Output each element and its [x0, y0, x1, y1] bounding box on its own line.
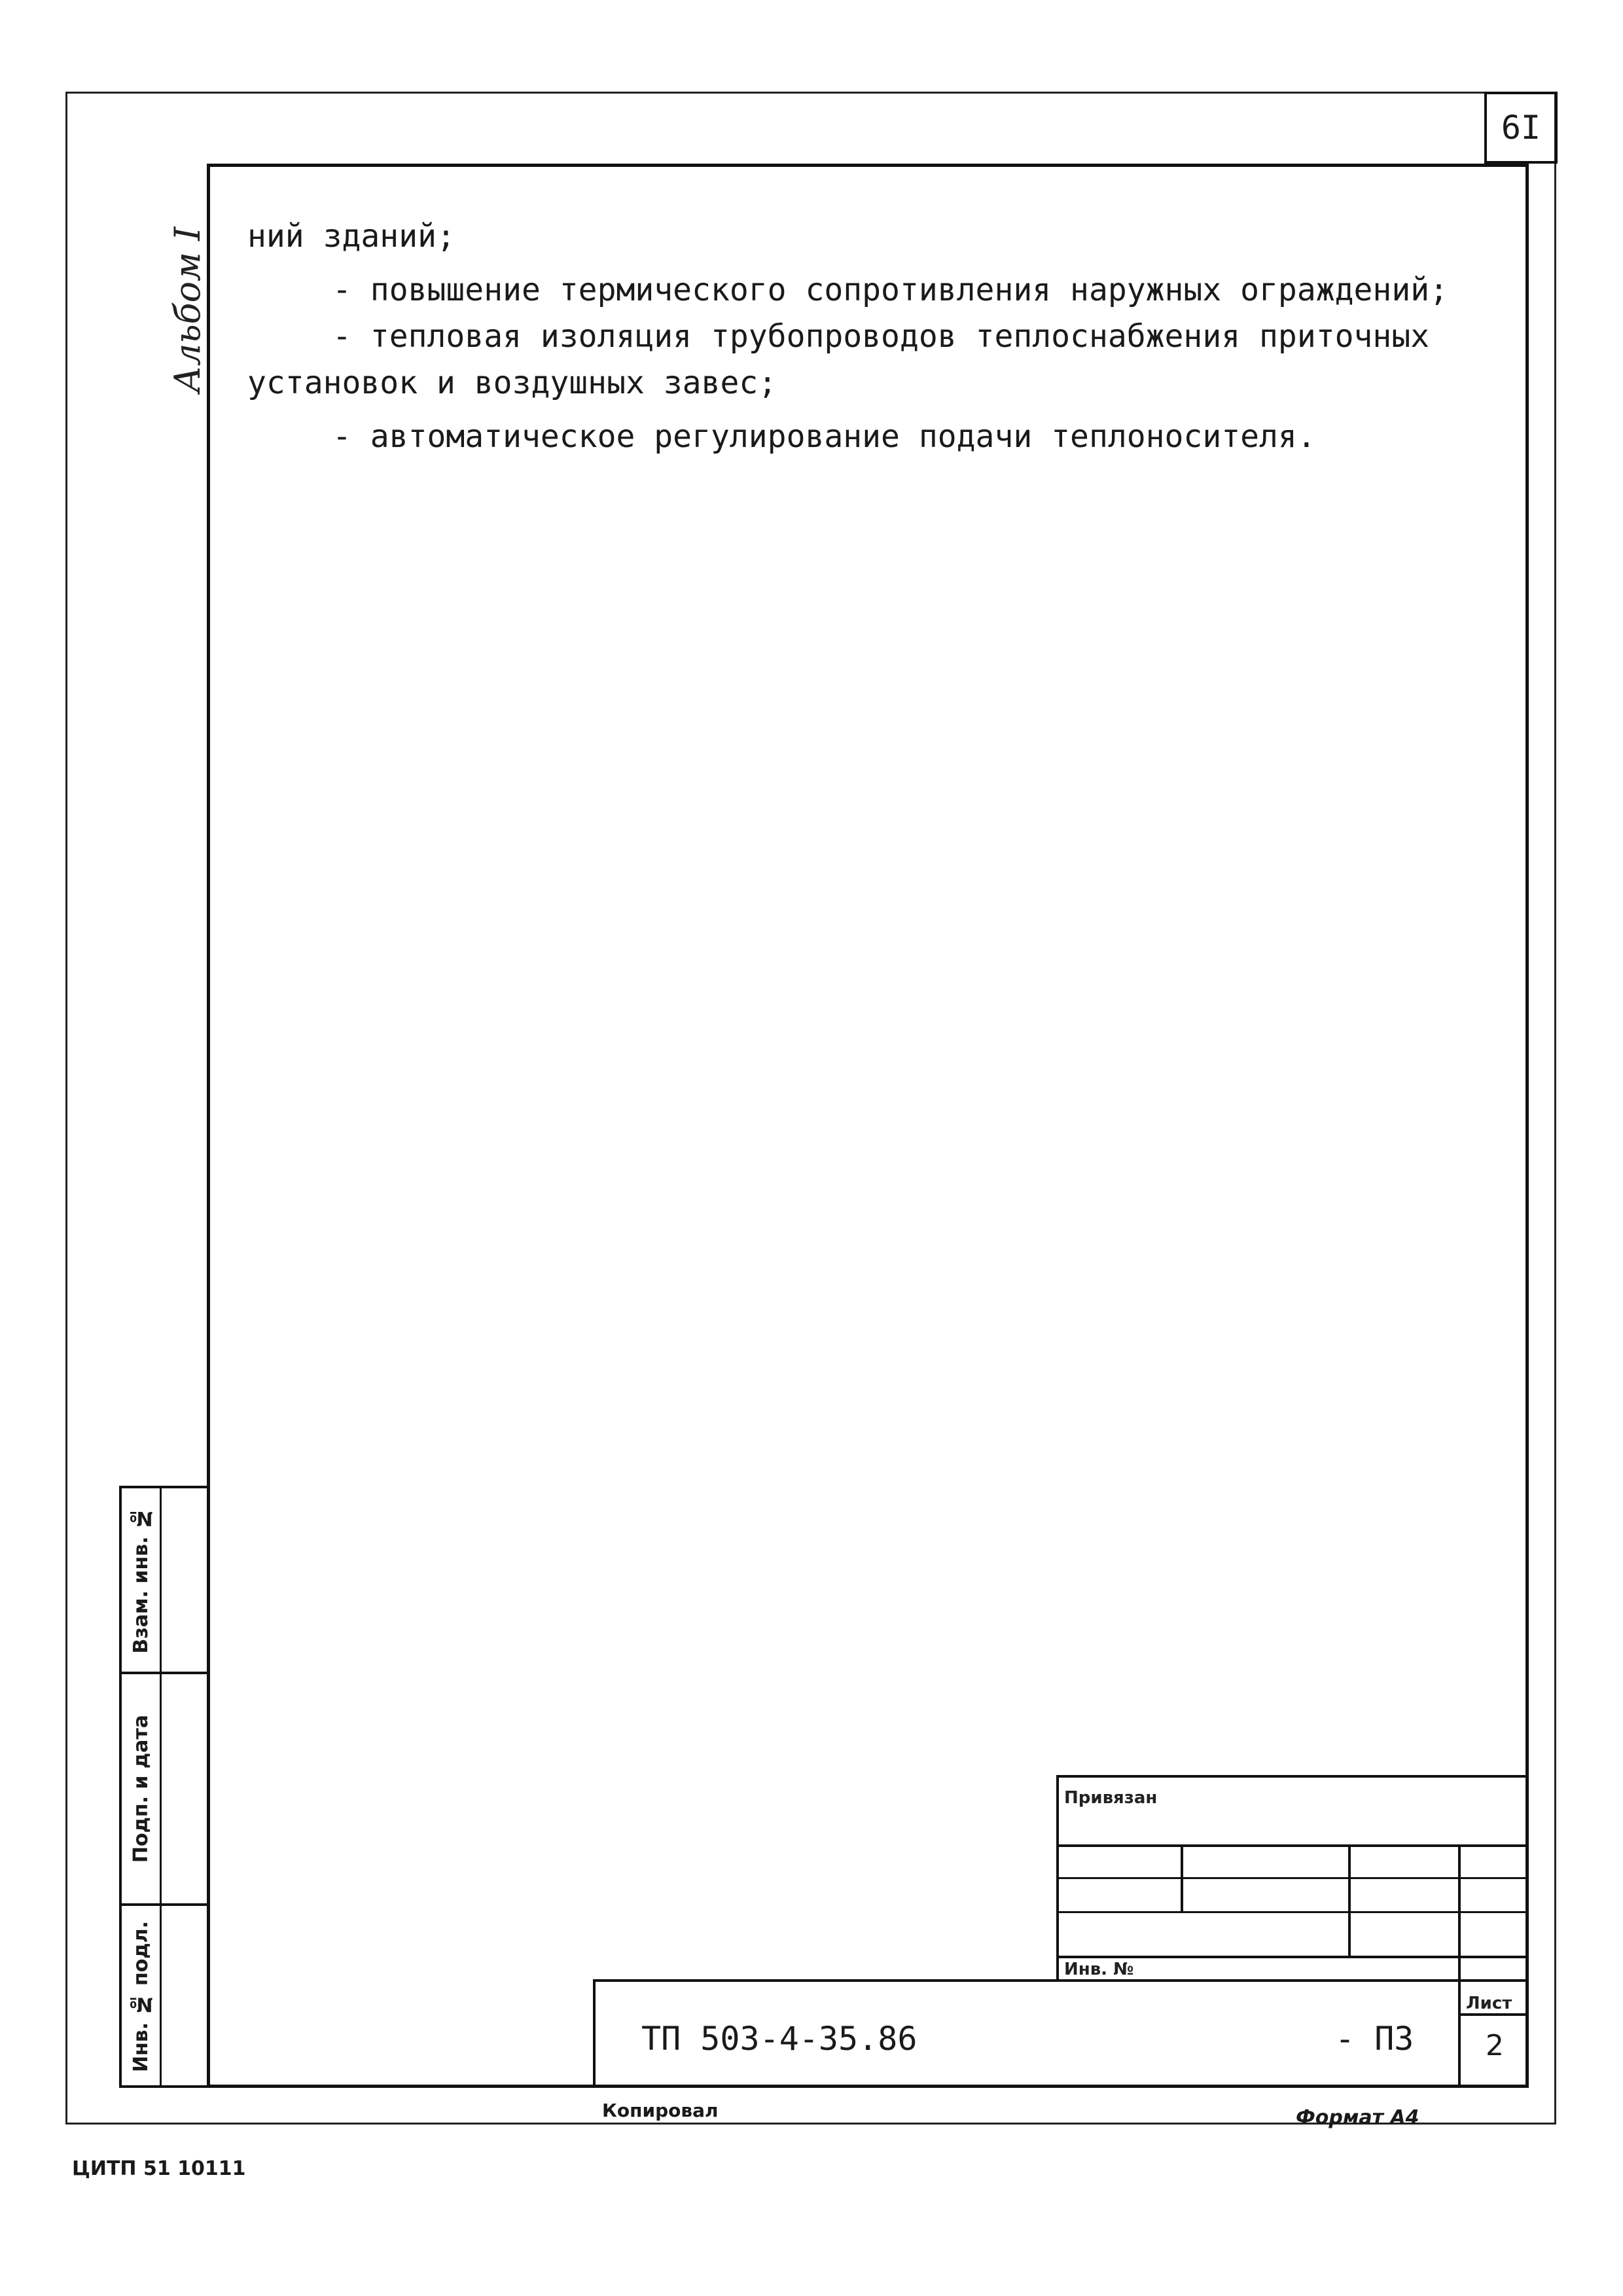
copied-label: Копировал: [602, 2100, 719, 2121]
vzam-inv-cell: [122, 1488, 160, 1672]
tb-sheet-line: [1458, 2013, 1527, 2016]
tb-row-line-4: [1056, 1956, 1527, 1958]
side-strip-divider: [160, 1488, 162, 2085]
privyazan-label: Привязан: [1064, 1788, 1158, 1808]
tb-col-line-2: [1348, 1846, 1351, 1957]
inv-podl-label: Инв. № подл.: [129, 1921, 152, 2073]
inv-podl-cell: [122, 1906, 160, 2088]
body-line-2: - повышение термического сопротивления наружных ограждений;: [332, 272, 1449, 308]
tb-col-line-1: [1181, 1846, 1183, 1911]
document-suffix: - ПЗ: [1335, 2020, 1414, 2058]
body-line-4: установок и воздушных завес;: [247, 365, 777, 401]
body-line-1: ний зданий;: [247, 218, 455, 255]
tb-row-line-2: [1056, 1877, 1527, 1879]
body-line-3: - тепловая изоляция трубопроводов теплоснабжения приточных: [332, 318, 1430, 355]
tb-top-line: [1056, 1775, 1527, 1778]
page-number: 6I: [1484, 92, 1558, 164]
podp-data-cell: [122, 1674, 160, 1903]
tb-row-line-3: [1056, 1911, 1527, 1913]
sheet-label: Лист: [1466, 1994, 1512, 2013]
inv-no-label: Инв. №: [1064, 1960, 1134, 1979]
tb-col-line-3: [1458, 1846, 1461, 2088]
tb-row-line-1: [1056, 1844, 1527, 1847]
document-code: ТП 503-4-35.86: [641, 2020, 918, 2058]
vzam-inv-label: Взам. инв. №: [129, 1506, 152, 1654]
format-label: Формат А4: [1296, 2106, 1419, 2129]
podp-data-label: Подп. и дата: [129, 1714, 152, 1863]
body-line-5: - автоматическое регулирование подачи теплоносителя.: [332, 418, 1316, 455]
sheet-number: 2: [1486, 2029, 1504, 2062]
print-mark: ЦИТП 51 10111: [72, 2157, 246, 2180]
body-text: [247, 209, 1491, 463]
handwritten-album-note: Альбом I: [167, 226, 208, 393]
tb-main-left-line: [593, 1979, 596, 2088]
tb-main-top-line: [593, 1979, 1527, 1982]
side-stamp-strip: [119, 1486, 207, 2088]
